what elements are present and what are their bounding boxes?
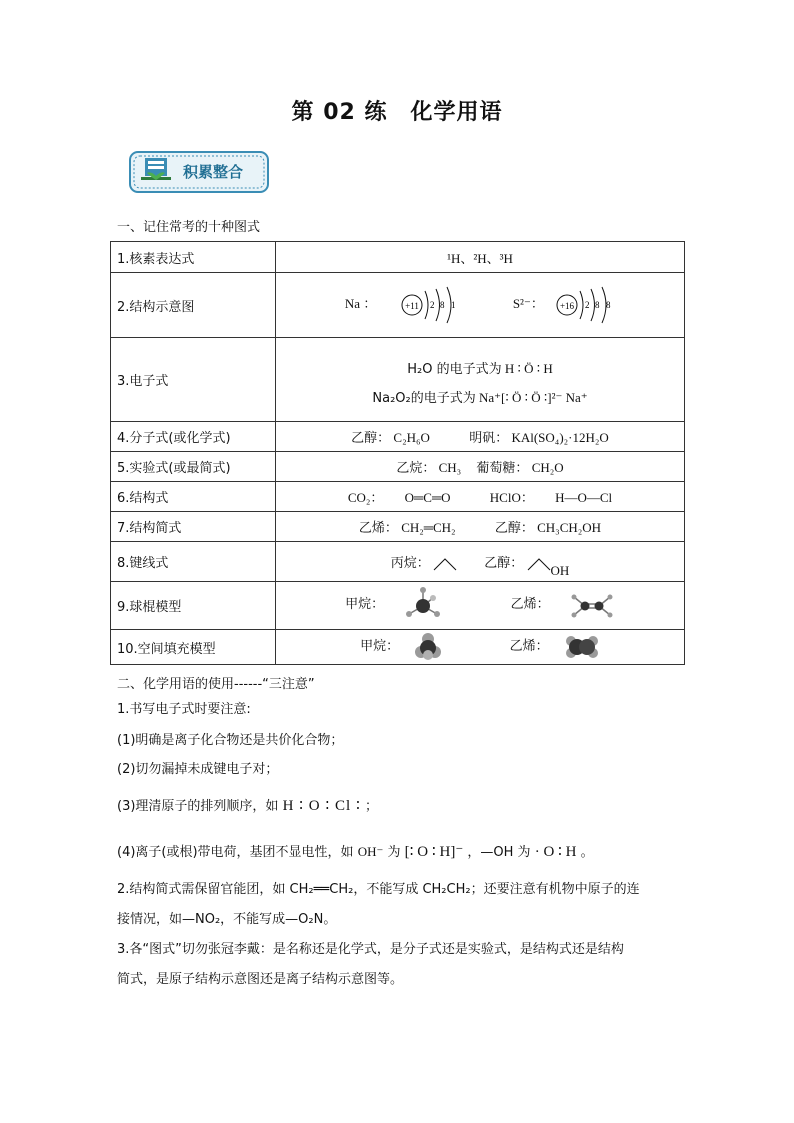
ethane-name: 乙烷： — [396, 461, 436, 476]
table-row — [111, 422, 685, 452]
oh-label: OH — [550, 562, 570, 578]
ethanol-name: 乙醇： — [484, 555, 524, 571]
table-row — [111, 542, 685, 582]
ethanol-skeletal — [527, 557, 551, 571]
badge-label: 积累整合 — [183, 163, 244, 181]
hclo-electron-formula: H ∶ O ∶ Cl ∶ — [282, 798, 361, 814]
co2-name: CO₂： — [347, 490, 384, 505]
note-1: (1)明确是离子化合物还是共价化合物； — [117, 733, 344, 748]
svg-text:2: 2 — [429, 300, 435, 310]
propane-name: 丙烷： — [390, 555, 430, 571]
paragraph-2-line-2: 接情况，如—NO₂，不能写成—O₂N。 — [117, 912, 337, 927]
na-atom-diagram — [400, 285, 460, 325]
propane-skeletal — [433, 557, 457, 571]
svg-text:8: 8 — [595, 300, 600, 310]
note-4 — [117, 842, 594, 863]
methane-ball-stick — [403, 586, 443, 626]
svg-text:1: 1 — [450, 300, 456, 310]
glucose-name: 葡萄糖： — [476, 461, 529, 476]
co2-structure: O═C═O — [404, 490, 451, 505]
row-label: 7.结构简式 — [111, 512, 276, 542]
ethanol-name: 乙醇： — [494, 521, 534, 536]
note-4-end: 。 — [580, 845, 594, 860]
svg-text:8: 8 — [606, 300, 611, 310]
page-title: 第 02 练 化学用语 — [291, 100, 503, 125]
methane-space-filling — [414, 633, 442, 661]
methane-name: 甲烷： — [345, 597, 385, 613]
note-3 — [117, 796, 378, 817]
paragraph-3-line-2: 简式，是原子结构示意图还是离子结构示意图等。 — [117, 972, 404, 987]
alum-name: 明矾： — [469, 431, 509, 446]
table-row — [111, 582, 685, 630]
figure-table — [110, 241, 685, 665]
hydroxyl-electron-formula: · O ∶ H — [534, 844, 577, 860]
note-3-end: ； — [365, 799, 379, 814]
row-label: 9.球棍模型 — [111, 582, 276, 630]
s-nucleus: +16 — [560, 301, 575, 311]
ethylene-ball-stick — [569, 591, 615, 621]
ethylene-formula: CH₂═CH₂ — [401, 520, 456, 535]
na2o2-electron-formula: Na⁺[∶ Ö ∶ Ö ∶]²⁻ Na⁺ — [478, 389, 588, 405]
svg-text:8: 8 — [439, 300, 445, 310]
s-label: S²⁻： — [512, 295, 544, 311]
ethanol-formula: C₂H₆O — [393, 430, 430, 445]
ethane-formula: CH₃ — [438, 460, 462, 475]
ethylene-name: 乙烯： — [510, 597, 550, 613]
methane-name: 甲烷： — [360, 638, 400, 654]
note-2: (2)切勿漏掉未成键电子对； — [117, 762, 279, 777]
row-label: 6.结构式 — [111, 482, 276, 512]
section-heading-1: 一、记住常考的十种图式 — [117, 220, 261, 235]
hclo-name: HClO： — [489, 490, 534, 505]
structure-diagrams — [276, 273, 685, 338]
table-row — [111, 338, 685, 422]
glucose-formula: CH₂O — [531, 460, 564, 475]
row-label: 4.分子式(或化学式) — [111, 422, 276, 452]
paragraph-2-line-1: 2.结构简式需保留官能团，如 CH₂══CH₂，不能写成 CH₂CH₂；还要注意有机物中原子的连 — [117, 882, 640, 897]
alum-formula: KAl(SO₄)₂·12H₂O — [511, 430, 609, 445]
table-row — [111, 630, 685, 665]
ethanol-condensed: CH₃CH₂OH — [537, 520, 602, 535]
table-row — [111, 273, 685, 338]
paragraph-1: 1.书写电子式时要注意: — [117, 702, 251, 717]
hydroxide-ion: OH⁻ — [357, 844, 384, 859]
h2o-electron-formula: H ∶ Ö ∶ H — [504, 360, 553, 376]
ethanol-name: 乙醇： — [351, 431, 391, 446]
table-row — [111, 242, 685, 273]
hclo-structure: H—O—Cl — [555, 490, 613, 505]
note-4-wei: 为 — [387, 845, 401, 860]
na2o2-prefix: Na₂O₂的电子式为 — [372, 390, 476, 406]
electron-formulas — [276, 338, 685, 422]
row-label: 1.核素表达式 — [111, 242, 276, 273]
row-label: 5.实验式(或最简式) — [111, 452, 276, 482]
paragraph-3-line-1: 3.各“图式”切勿张冠李戴：是名称还是化学式，是分子式还是实验式，是结构式还是结构 — [117, 942, 624, 957]
note-4-text: (4)离子(或根)带电荷，基团不显电性，如 — [117, 845, 354, 860]
na-nucleus: +11 — [404, 301, 419, 311]
row-label: 8.键线式 — [111, 542, 276, 582]
table-row — [111, 512, 685, 542]
note-3-text: (3)理清原子的排列顺序，如 — [117, 799, 279, 814]
table-row — [111, 452, 685, 482]
ethylene-name: 乙烯： — [358, 521, 398, 536]
ethylene-space-filling — [564, 634, 600, 660]
na-label: Na ： — [344, 295, 377, 311]
section-badge — [127, 149, 273, 197]
table-row — [111, 482, 685, 512]
row-label: 2.结构示意图 — [111, 273, 276, 338]
svg-text:2: 2 — [585, 300, 590, 310]
s-ion-diagram — [555, 285, 615, 325]
nuclide-expression: ¹H、²H、³H — [276, 242, 685, 273]
note-4-mid: ，—OH 为 — [467, 845, 531, 860]
section-heading-2: 二、化学用语的使用------“三注意” — [117, 677, 315, 692]
ethylene-name: 乙烯： — [509, 638, 549, 654]
row-label: 10.空间填充模型 — [111, 630, 276, 665]
row-label: 3.电子式 — [111, 338, 276, 422]
hydroxide-electron-formula: [∶ O ∶ H]⁻ — [404, 844, 464, 860]
h2o-prefix: H₂O 的电子式为 — [407, 361, 502, 377]
